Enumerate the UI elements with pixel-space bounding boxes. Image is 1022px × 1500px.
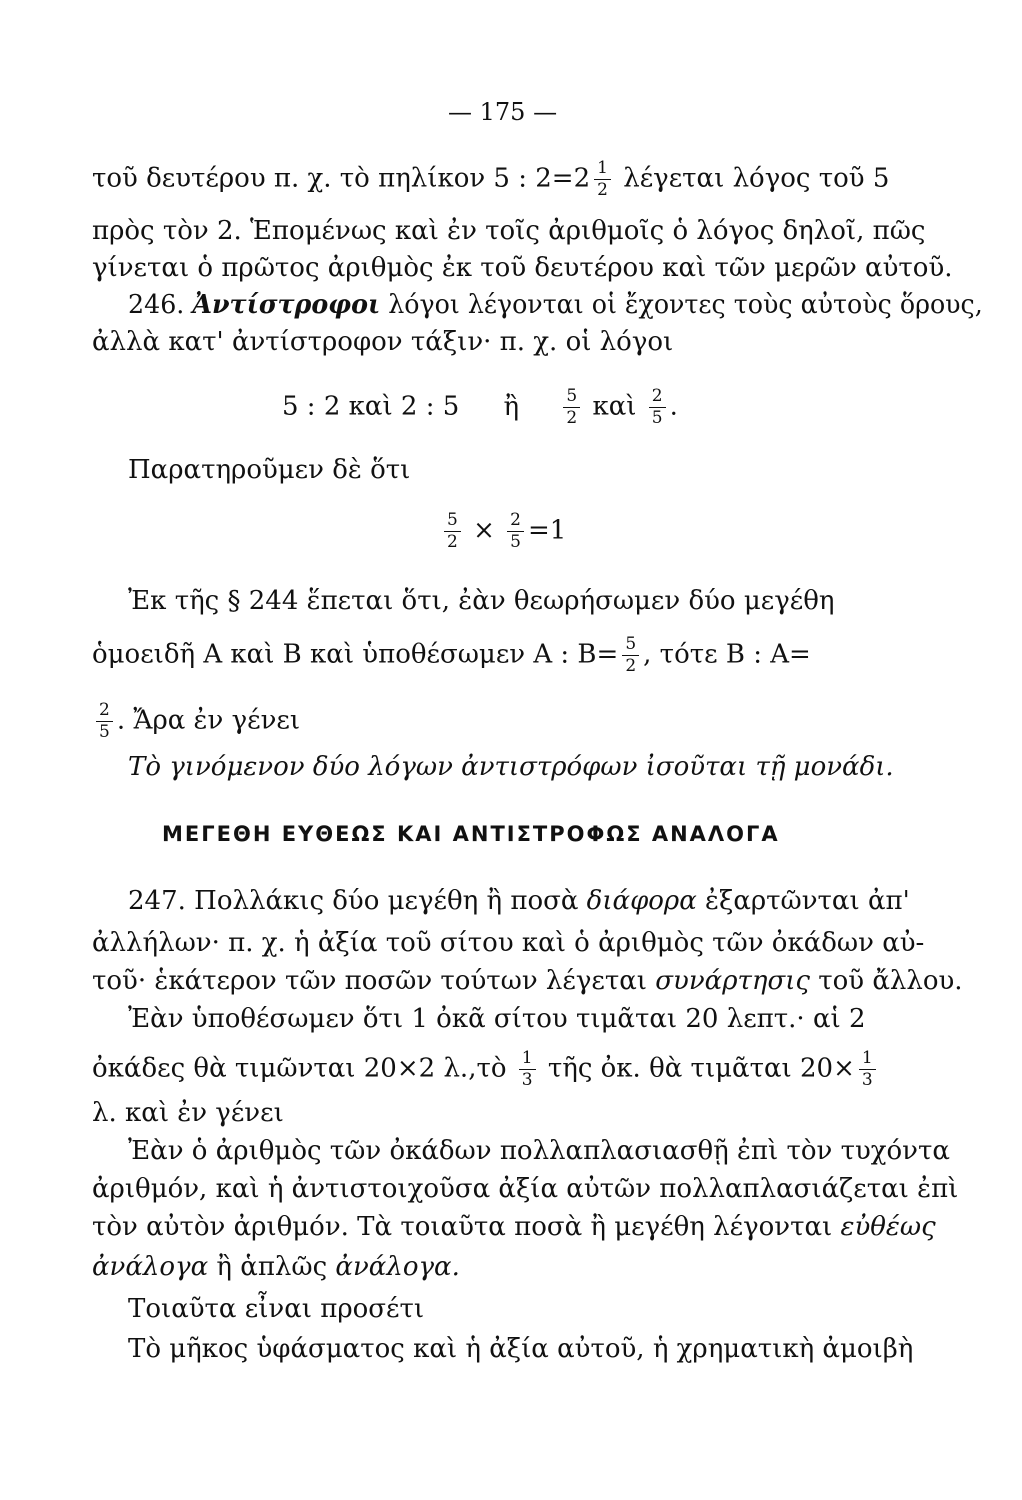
text-line — [92, 702, 300, 741]
text-span: συνάρτησις — [655, 966, 810, 996]
text-line: Ἐὰν ὁ ἀριθμὸς τῶν ὀκάδων πολλαπλασιασθῇ ἐπὶ τὸν τυχόντα — [128, 1136, 950, 1166]
text-span: καὶ — [592, 391, 637, 422]
text-span: . — [669, 391, 678, 422]
text-line: Ἐὰν ὑποθέσωμεν ὅτι 1 ὀκᾶ σίτου τιμᾶται 20 λεπτ.· αἱ 2 — [128, 1004, 866, 1034]
text-span: ὀκάδες θὰ τιμῶνται 20×2 λ.,τὸ — [92, 1053, 507, 1084]
denominator: 2 — [447, 532, 458, 552]
text-line: Τοιαῦτα εἶναι προσέτι — [128, 1294, 425, 1324]
text-line — [92, 160, 889, 199]
fraction — [594, 160, 611, 199]
text-line: λ. καὶ ἐν γένει — [92, 1098, 284, 1128]
text-line: Παρατηροῦμεν δὲ ὅτι — [128, 455, 411, 485]
text-span: ἐξαρτῶνται ἀπ' — [705, 886, 910, 916]
equation-product — [440, 512, 566, 551]
equation-ratios — [282, 388, 678, 427]
text-span: εὐθέως — [840, 1212, 936, 1242]
text-line — [92, 966, 963, 996]
text-span: ἀνάλογα — [92, 1252, 209, 1282]
numerator: 5 — [444, 512, 461, 532]
denominator: 5 — [510, 532, 521, 552]
text-line: ἀριθμόν, καὶ ἡ ἀντιστοιχοῦσα ἀξία αὐτῶν πολλαπλασιάζεται ἐπὶ — [92, 1174, 959, 1204]
text-span: ὁμοειδῆ A καὶ B καὶ ὑποθέσωμεν A : B= — [92, 639, 619, 670]
denominator: 2 — [597, 180, 608, 200]
text-span: × — [473, 515, 495, 546]
fraction — [96, 702, 113, 741]
denominator: 2 — [566, 408, 578, 428]
text-line: ἀλλήλων· π. χ. ἡ ἀξία τοῦ σίτου καὶ ὁ ἀριθμὸς τῶν ὀκάδων αὐ- — [92, 928, 925, 958]
defined-term: Ἀντίστροφοι — [192, 290, 381, 320]
text-span: διάφορα — [586, 886, 697, 916]
text-line: γίνεται ὁ πρῶτος ἀριθμὸς ἐκ τοῦ δευτέρου καὶ τῶν μερῶν αὐτοῦ. — [92, 253, 953, 283]
numerator: 1 — [594, 160, 611, 180]
denominator: 3 — [861, 1070, 873, 1090]
text-line: πρὸς τὸν 2. Ἑπομένως καὶ ἐν τοῖς ἀριθμοῖς ὁ λόγος δηλοῖ, πῶς — [92, 216, 926, 246]
text-line: ἀλλὰ κατ' ἀντίστροφον τάξιν· π. χ. οἱ λόγοι — [92, 327, 674, 357]
text-span: τοῦ ἄλλου. — [818, 966, 963, 996]
text-span: =1 — [527, 515, 567, 546]
numerator: 1 — [519, 1050, 536, 1070]
text-span: λόγοι λέγονται οἱ ἔχοντες τοὺς αὐτοὺς ὅρους, — [388, 290, 983, 320]
text-span: τοῦ· ἑκάτερον τῶν ποσῶν τούτων λέγεται — [92, 966, 648, 996]
numerator: 5 — [622, 636, 639, 656]
text-line — [92, 1212, 936, 1242]
text-line — [92, 636, 811, 675]
text-span: λέγεται λόγος τοῦ 5 — [623, 163, 890, 194]
text-line: Ἐκ τῆς § 244 ἕπεται ὅτι, ἐὰν θεωρήσωμεν δύο μεγέθη — [128, 586, 835, 616]
fraction — [444, 512, 461, 551]
denominator: 5 — [99, 722, 110, 742]
denominator: 2 — [625, 656, 637, 676]
fraction — [622, 636, 639, 675]
fraction — [563, 388, 580, 427]
numerator: 2 — [649, 388, 666, 408]
numerator: 2 — [96, 702, 113, 722]
denominator: 3 — [521, 1070, 533, 1090]
section-246-start — [128, 290, 983, 320]
fraction — [649, 388, 666, 427]
section-heading: ΜΕΓΕΘΗ ΕΥΘΕΩΣ ΚΑΙ ΑΝΤΙΣΤΡΟΦΩΣ ΑΝΑΛΟΓΑ — [162, 822, 780, 846]
text-span: ἢ — [503, 391, 520, 422]
section-number: 246. — [128, 290, 185, 320]
numerator: 2 — [507, 512, 524, 532]
numerator: 5 — [563, 388, 580, 408]
denominator: 5 — [651, 408, 663, 428]
text-span: τὸν αὐτὸν ἀριθμόν. Τὰ τοιαῦτα ποσὰ ἢ μεγέθη λέγονται — [92, 1212, 833, 1242]
text-span: 247. Πολλάκις δύο μεγέθη ἢ ποσὰ — [128, 886, 579, 916]
text-span: τοῦ δευτέρου π. χ. τὸ πηλίκον 5 : 2=2 — [92, 163, 591, 194]
text-span: ἀνάλογα. — [335, 1252, 460, 1282]
section-247-start — [128, 886, 910, 916]
fraction — [859, 1050, 876, 1089]
text-line: Τὸ μῆκος ὑφάσματος καὶ ἡ ἀξία αὐτοῦ, ἡ χρηματικὴ ἀμοιβὴ — [128, 1334, 914, 1364]
text-span: τῆς ὀκ. θὰ τιμᾶται 20× — [547, 1053, 855, 1084]
text-span: ἢ ἁπλῶς — [216, 1252, 328, 1282]
fraction — [519, 1050, 536, 1089]
text-line — [92, 1252, 460, 1282]
text-span: , τότε B : A= — [643, 639, 811, 670]
page-number: — 175 — — [448, 98, 558, 126]
numerator: 1 — [859, 1050, 876, 1070]
text-span: . Ἄρα ἐν γένει — [116, 705, 301, 736]
text-span: 5 : 2 καὶ 2 : 5 — [282, 391, 460, 422]
rule-statement: Τὸ γινόμενον δύο λόγων ἀντιστρόφων ἰσοῦται τῇ μονάδι. — [128, 752, 894, 782]
fraction — [507, 512, 524, 551]
text-line — [92, 1050, 880, 1089]
